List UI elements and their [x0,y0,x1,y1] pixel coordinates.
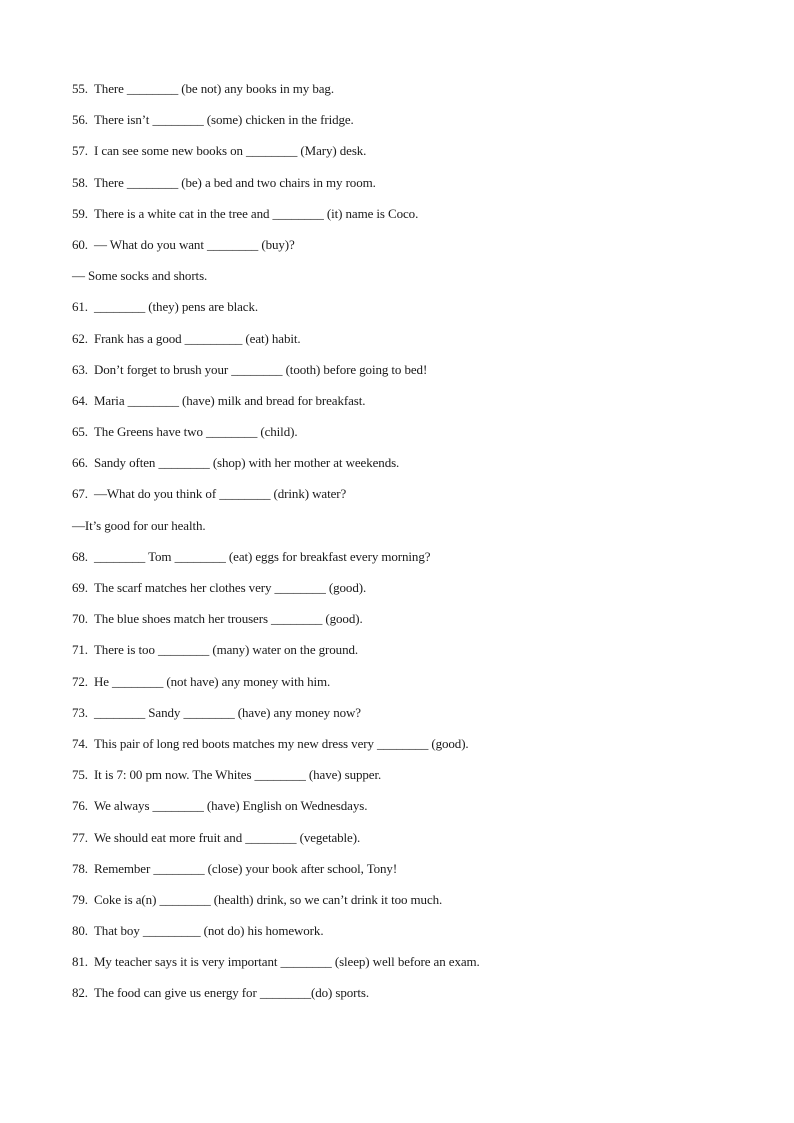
exercise-text: It is 7: 00 pm now. The Whites ________ (have) supper. [93,767,382,783]
exercise-text: Coke is a(n) ________ (health) drink, so we can’t drink it too much. [93,891,443,907]
exercise-text: There ________ (be not) any books in my bag. [93,81,334,96]
exercise-number: 60. [72,236,88,252]
exercise-continuation [72,517,752,548]
exercise-text: — What do you want ________ (buy)? [93,236,295,252]
exercise-number: 59. [72,205,88,221]
exercise-item [72,735,752,766]
exercise-item [72,922,752,953]
exercise-item [72,298,752,329]
exercise-item [72,579,752,610]
exercise-item [72,641,752,672]
exercise-text: —What do you think of ________ (drink) water? [93,486,347,502]
exercise-item [72,829,752,860]
exercise-item [72,704,752,735]
exercise-number: 56. [72,112,88,128]
exercise-number: 71. [72,642,88,658]
exercise-item [72,953,752,984]
exercise-number: 55. [72,81,88,96]
exercise-number: 78. [72,860,88,876]
exercise-text: Remember ________ (close) your book after school, Tony! [93,860,398,876]
exercise-number: 69. [72,580,88,595]
exercise-item [72,361,752,392]
exercise-number: 66. [72,455,88,471]
exercise-item [72,392,752,423]
exercise-number: 75. [72,767,88,783]
exercise-number: 58. [72,174,88,190]
exercise-text: The scarf matches her clothes very ________ (good). [93,580,367,595]
exercise-number: 81. [72,954,88,970]
exercise-item [72,174,752,205]
exercise-text: —It’s good for our health. [72,517,206,533]
exercise-item [72,673,752,704]
exercise-text: That boy _________ (not do) his homework. [93,923,324,939]
exercise-item [72,423,752,454]
exercise-item [72,236,752,267]
exercise-number: 67. [72,486,88,502]
exercise-number: 63. [72,361,88,377]
exercise-text: My teacher says it is very important ________ (sleep) well before an exam. [93,954,480,970]
exercise-item [72,797,752,828]
exercise-text: There ________ (be) a bed and two chairs in my room. [93,174,376,190]
exercise-item [72,111,752,142]
exercise-number: 62. [72,330,88,346]
exercise-text: The blue shoes match her trousers ________ (good). [93,611,363,627]
exercise-number: 61. [72,299,88,315]
exercise-item [72,205,752,236]
exercise-item [72,766,752,797]
exercise-item [72,80,752,111]
exercise-number: 72. [72,673,88,689]
exercise-item [72,548,752,579]
exercise-text: There is a white cat in the tree and ________ (it) name is Coco. [93,205,419,221]
exercise-text: I can see some new books on ________ (Mary) desk. [93,143,367,159]
exercise-text: Frank has a good _________ (eat) habit. [93,330,301,346]
exercise-text: There isn’t ________ (some) chicken in the fridge. [93,112,354,128]
exercise-text: This pair of long red boots matches my new dress very ________ (good). [93,735,469,751]
exercise-number: 82. [72,985,88,1001]
exercise-item [72,454,752,485]
exercise-text: The Greens have two ________ (child). [93,424,298,440]
exercise-item [72,860,752,891]
exercise-text: We always ________ (have) English on Wednesdays. [93,798,368,814]
exercise-text: He ________ (not have) any money with him. [93,673,331,689]
exercise-item [72,330,752,361]
exercise-text: ________ (they) pens are black. [93,299,258,315]
exercise-text: There is too ________ (many) water on the ground. [93,642,359,658]
exercise-number: 70. [72,611,88,627]
exercise-item [72,984,752,1015]
exercise-number: 74. [72,735,88,751]
exercise-number: 76. [72,798,88,814]
exercise-number: 57. [72,143,88,159]
exercise-item [72,891,752,922]
exercise-number: 65. [72,424,88,440]
exercise-number: 77. [72,829,88,845]
exercise-item [72,485,752,516]
exercise-text: ________ Sandy ________ (have) any money now? [93,704,361,720]
exercise-text: We should eat more fruit and ________ (vegetable). [93,829,361,845]
exercise-item [72,142,752,173]
exercise-item [72,610,752,641]
exercise-list [72,80,752,1016]
exercise-text: ________ Tom ________ (eat) eggs for breakfast every morning? [93,548,431,564]
exercise-number: 79. [72,891,88,907]
exercise-text: The food can give us energy for ________(do) sports. [93,985,370,1001]
exercise-number: 73. [72,704,88,720]
exercise-text: — Some socks and shorts. [72,268,208,284]
exercise-text: Don’t forget to brush your ________ (tooth) before going to bed! [93,361,428,377]
exercise-number: 68. [72,548,88,564]
exercise-text: Maria ________ (have) milk and bread for breakfast. [93,392,366,408]
exercise-continuation [72,267,752,298]
exercise-text: Sandy often ________ (shop) with her mother at weekends. [93,455,400,471]
exercise-number: 64. [72,392,88,408]
exercise-number: 80. [72,923,88,939]
